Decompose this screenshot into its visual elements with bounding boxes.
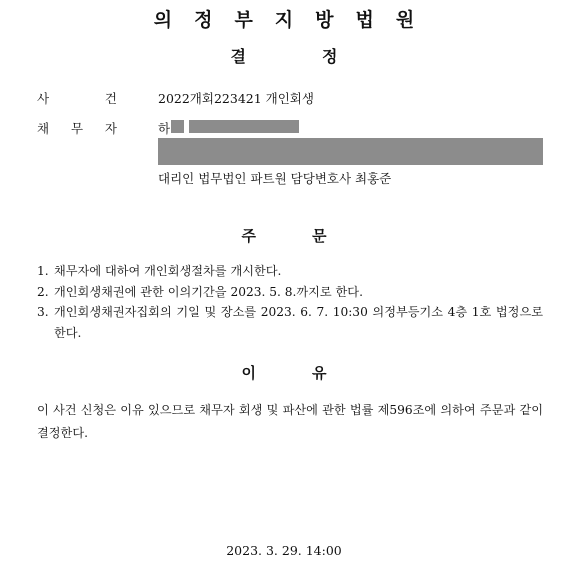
redaction-block: [158, 138, 543, 165]
debtor-agent: 대리인 법무법인 파트원 담당변호사 최홍준: [158, 171, 392, 186]
document-title: 결정: [230, 47, 414, 66]
case-label-char: 사: [37, 91, 50, 106]
order-item: [37, 282, 543, 303]
order-item: [37, 302, 543, 343]
order-item-number: 3.: [37, 305, 49, 319]
order-item-text: 채무자에 대하여 개인회생절차를 개시한다.: [54, 264, 282, 278]
order-item-text: 개인회생채권에 관한 이의기간을 2023. 5. 8.까지로 한다.: [54, 284, 363, 299]
order-item-number: 1.: [37, 264, 49, 278]
debtor-label-char: 무: [70, 121, 84, 136]
debtor-name-visible: 하: [158, 121, 171, 136]
case-number: 2022개회223421 개인회생: [158, 91, 314, 106]
debtor-label-char: 자: [104, 121, 117, 136]
order-list: [37, 261, 543, 343]
decision-date: 2023. 3. 29. 14:00: [226, 543, 342, 558]
order-item-text: 개인회생채권자집회의 기일 및 장소를 2023. 6. 7. 10:30 의정부등기소 4층 1호 법정으로 한다.: [54, 305, 543, 340]
reason-heading: 이유: [241, 364, 383, 382]
court-name: 의정부지방법원: [153, 9, 437, 31]
order-item: [37, 261, 543, 282]
redaction-block: [171, 120, 184, 133]
order-heading: 주문: [241, 227, 383, 245]
case-label-char: 건: [104, 91, 117, 106]
case-label: [37, 89, 117, 107]
order-item-number: 2.: [37, 284, 49, 299]
debtor-label-char: 채: [37, 121, 50, 136]
reason-text: 이 사건 신청은 이유 있으므로 채무자 회생 및 파산에 관한 법률 제596조에 의하여 주문과 같이 결정한다.: [37, 403, 543, 440]
debtor-label: [37, 119, 117, 137]
redaction-block: [189, 120, 299, 133]
